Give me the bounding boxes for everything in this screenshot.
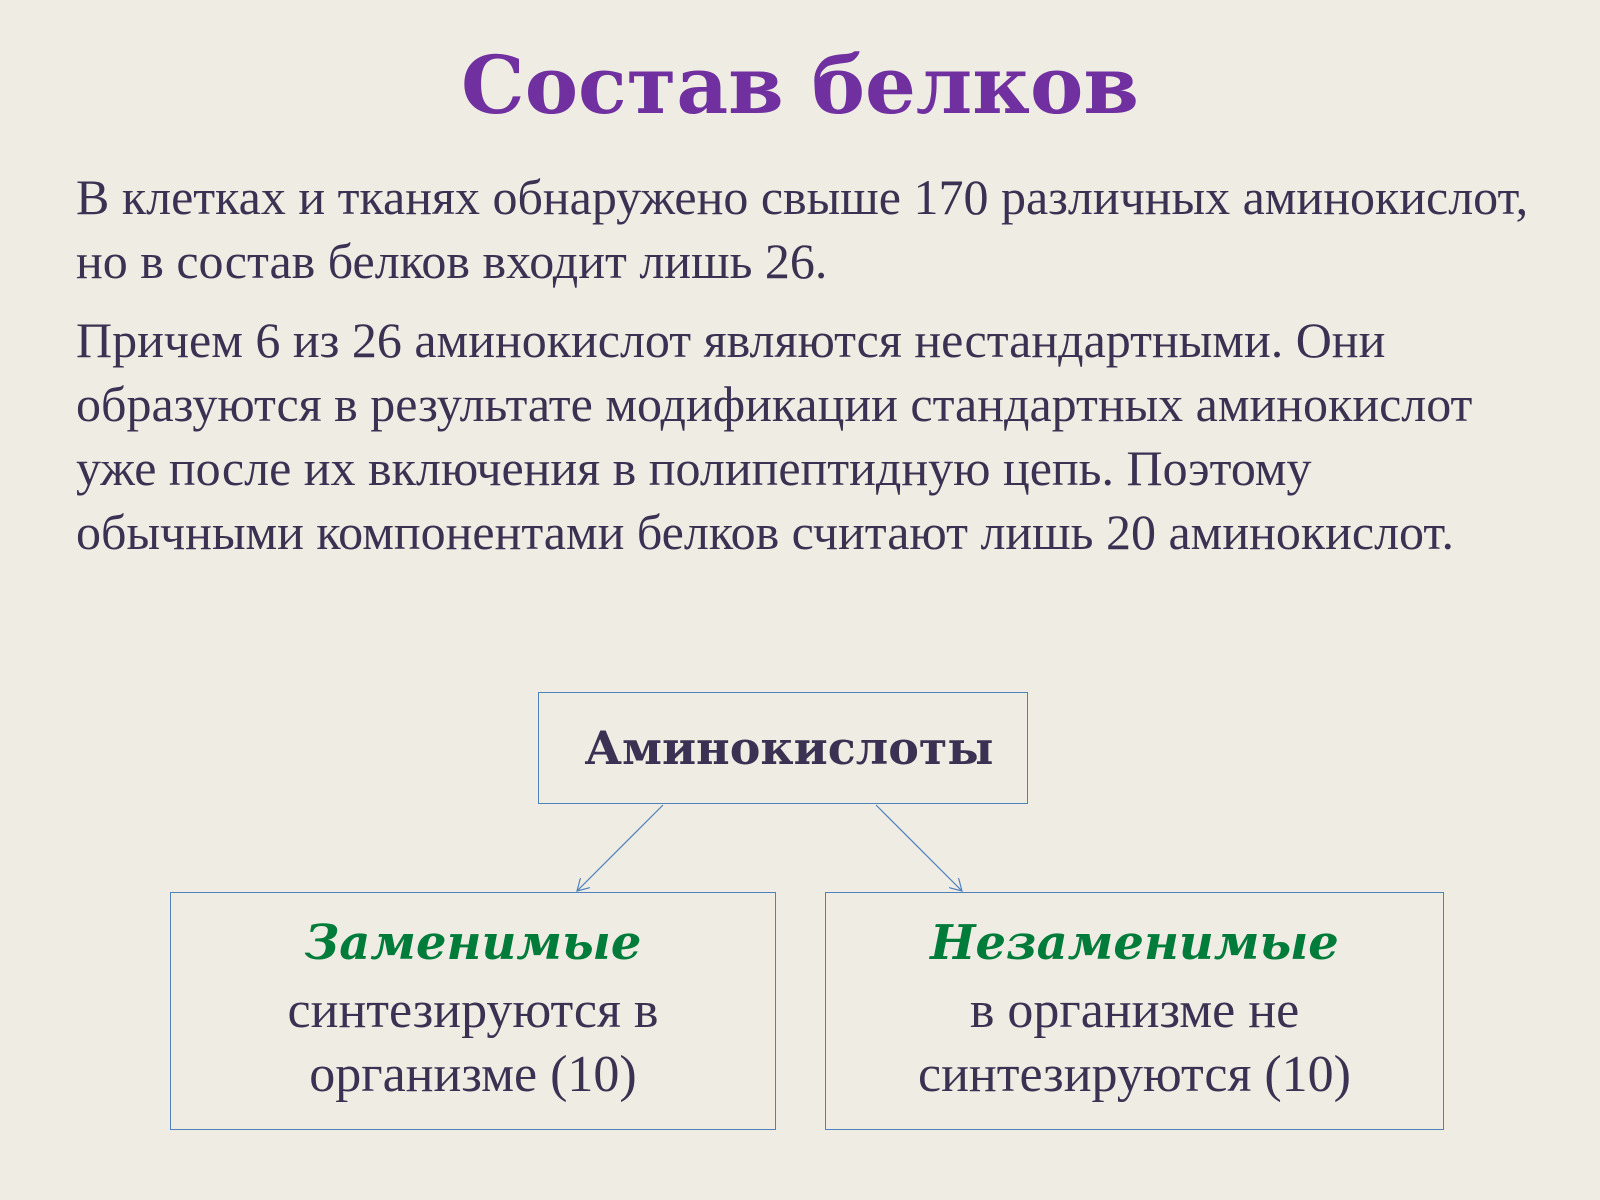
paragraph-1: В клетках и тканях обнаружено свыше 170 различных аминокислот, но в состав белков входит лишь 26. xyxy=(76,169,1529,289)
root-node-box xyxy=(538,692,1028,804)
root-node-label: Аминокислоты xyxy=(584,721,994,775)
child-node-description: в организме не синтезируются (10) xyxy=(917,982,1351,1103)
slide-title: Состав белков xyxy=(461,38,1139,132)
connector-right-arrow xyxy=(876,805,962,891)
child-node-title: Незаменимые xyxy=(930,915,1339,971)
child-node-title: Заменимые xyxy=(304,915,642,971)
child-node-replaceable xyxy=(170,892,776,1130)
child-node-essential xyxy=(825,892,1444,1130)
paragraph-2: Причем 6 из 26 аминокислот являются нестандартными. Они образуются в результате модификации стандартных аминокислот уже после их включения в полипептидную цепь. Поэтому обычными компонентами белков считают лишь 20 аминокислот. xyxy=(76,312,1473,560)
child-node-description: синтезируются в организме (10) xyxy=(287,982,659,1103)
connector-left-arrow xyxy=(577,805,663,891)
